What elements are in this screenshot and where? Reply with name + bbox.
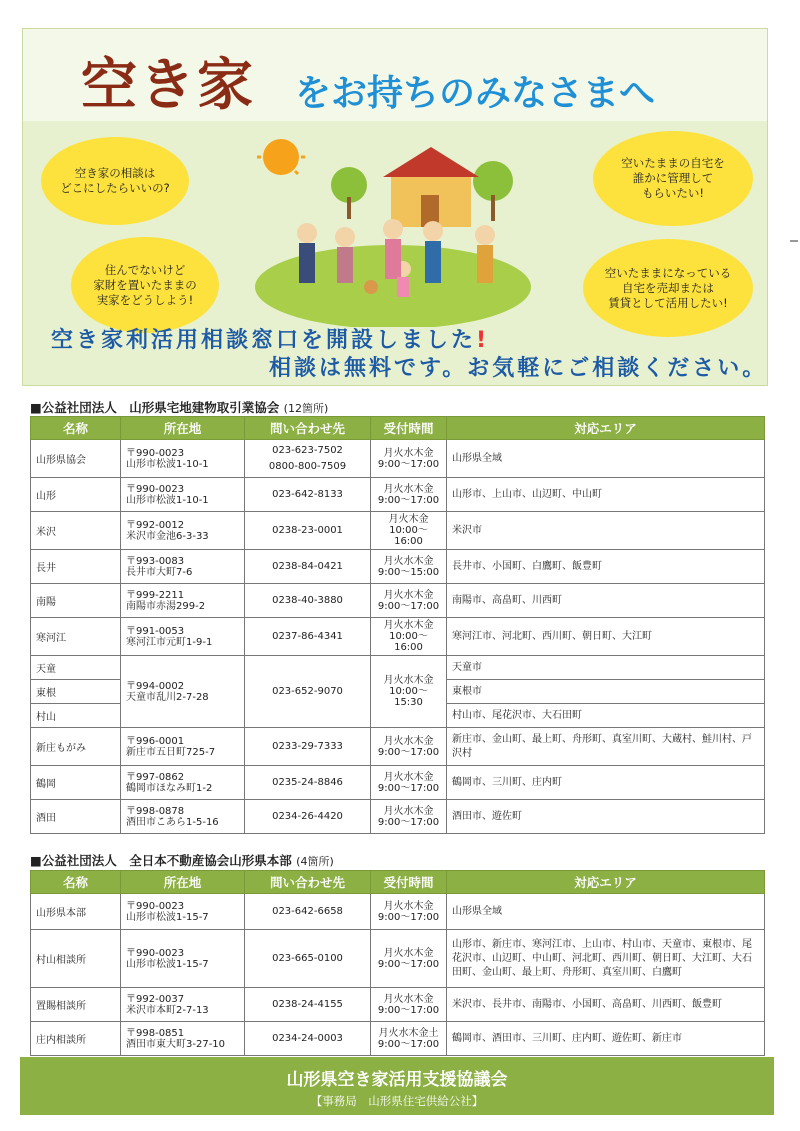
announcement-line-2: 相談は無料です。お気軽にご相談ください。: [269, 356, 768, 381]
office-name: 東根: [31, 680, 121, 704]
office-address: 〒997-0862 鶴岡市ほなみ町1-2: [121, 766, 245, 800]
office-name: 米沢: [31, 512, 121, 550]
title-main: 空き家: [81, 53, 255, 118]
office-name: 山形県本部: [31, 894, 121, 930]
footer-banner: [20, 1057, 774, 1115]
table-row: [31, 1022, 765, 1056]
office-phone: 0238-24-4155: [245, 988, 371, 1022]
office-phone: 0238-40-3880: [245, 584, 371, 618]
office-name: 山形県協会: [31, 440, 121, 478]
section-heading-1: ■公益社団法人 山形県宅地建物取引業協会 (12箇所): [30, 400, 329, 415]
office-address: 〒998-0878 酒田市こあら1-5-16: [121, 800, 245, 834]
table-row: [31, 618, 765, 656]
office-address: 〒992-0012 米沢市金池6-3-33: [121, 512, 245, 550]
office-phone: 0234-24-0003: [245, 1022, 371, 1056]
office-name: 村山: [31, 704, 121, 728]
office-phone: 0238-23-0001: [245, 512, 371, 550]
family-house-illustration: [253, 137, 533, 327]
office-hours: 月火木金 10:00～16:00: [371, 512, 447, 550]
speech-bubble-4: 空いたままになっている 自宅を売却または 賃貸として活用したい!: [583, 239, 753, 337]
office-phone: 0235-24-8846: [245, 766, 371, 800]
service-area: 山形市、上山市、山辺町、中山町: [447, 478, 765, 512]
table-row: [31, 440, 765, 478]
edge-mark: [790, 240, 798, 242]
column-header: 所在地: [121, 871, 245, 894]
table-header-row: [31, 417, 765, 440]
column-header: 問い合わせ先: [245, 417, 371, 440]
office-name: 酒田: [31, 800, 121, 834]
service-area: 新庄市、金山町、最上町、舟形町、真室川町、大蔵村、鮭川村、戸沢村: [447, 728, 765, 766]
table-row: [31, 988, 765, 1022]
office-table-2: [30, 870, 765, 1056]
speech-bubble-1: 空き家の相談は どこにしたらいいの?: [41, 137, 189, 225]
office-name: 長井: [31, 550, 121, 584]
column-header: 名称: [31, 417, 121, 440]
column-header: 対応エリア: [447, 417, 765, 440]
table-row: [31, 512, 765, 550]
table-row: [31, 728, 765, 766]
office-phone: 023-623-7502 0800-800-7509: [245, 440, 371, 478]
office-hours: 月火水木金 9:00～17:00: [371, 440, 447, 478]
office-hours: 月火水木金 9:00～17:00: [371, 800, 447, 834]
office-phone: 0237-86-4341: [245, 618, 371, 656]
office-hours: 月火水木金 9:00～15:00: [371, 550, 447, 584]
service-area: 村山市、尾花沢市、大石田町: [447, 704, 765, 728]
office-name: 村山相談所: [31, 930, 121, 988]
office-phone: 0233-29-7333: [245, 728, 371, 766]
office-phone: 023-642-6658: [245, 894, 371, 930]
service-area: 酒田市、遊佐町: [447, 800, 765, 834]
table-row: [31, 800, 765, 834]
office-phone: 023-652-9070: [245, 656, 371, 728]
section-heading-2: ■公益社団法人 全日本不動産協会山形県本部 (4箇所): [30, 853, 334, 868]
office-hours: 月火水木金 9:00～17:00: [371, 766, 447, 800]
table-row: [31, 930, 765, 988]
office-hours: 月火水木金 9:00～17:00: [371, 728, 447, 766]
office-name: 山形: [31, 478, 121, 512]
office-hours: 月火水木金 9:00～17:00: [371, 894, 447, 930]
office-name: 鶴岡: [31, 766, 121, 800]
office-hours: 月火水木金 10:00～16:00: [371, 618, 447, 656]
office-address: 〒991-0053 寒河江市元町1-9-1: [121, 618, 245, 656]
service-area: 南陽市、高畠町、川西町: [447, 584, 765, 618]
office-name: 天童: [31, 656, 121, 680]
office-hours: 月火水木金 9:00～17:00: [371, 584, 447, 618]
service-area: 長井市、小国町、白鷹町、飯豊町: [447, 550, 765, 584]
office-phone: 023-665-0100: [245, 930, 371, 988]
office-name: 庄内相談所: [31, 1022, 121, 1056]
office-address: 〒990-0023 山形市松波1-10-1: [121, 440, 245, 478]
office-phone: 0238-84-0421: [245, 550, 371, 584]
service-area: 米沢市: [447, 512, 765, 550]
service-area: 天童市: [447, 656, 765, 680]
table-row: [31, 584, 765, 618]
table-row: [31, 894, 765, 930]
title-rest: をお持ちのみなさまへ: [295, 73, 656, 114]
column-header: 所在地: [121, 417, 245, 440]
column-header: 問い合わせ先: [245, 871, 371, 894]
column-header: 受付時間: [371, 871, 447, 894]
sun-icon: [263, 139, 299, 175]
service-area: 山形県全域: [447, 894, 765, 930]
service-area: 山形市、新庄市、寒河江市、上山市、村山市、天童市、東根市、尾花沢市、山辺町、中山町、河北町、西川町、朝日町、大江町、大石田町、金山町、最上町、舟形町、真室川町、白鷹町: [447, 930, 765, 988]
secretariat: 【事務局 山形県住宅供給公社】: [310, 1094, 484, 1108]
office-hours: 月火水木金土 9:00～17:00: [371, 1022, 447, 1056]
office-hours: 月火水木金 10:00～15:30: [371, 656, 447, 728]
office-address: 〒996-0001 新庄市五日町725-7: [121, 728, 245, 766]
office-name: 置賜相談所: [31, 988, 121, 1022]
office-address: 〒990-0023 山形市松波1-10-1: [121, 478, 245, 512]
office-hours: 月火水木金 9:00～17:00: [371, 478, 447, 512]
table-row: [31, 656, 765, 680]
table-header-row: [31, 871, 765, 894]
table-row: [31, 478, 765, 512]
office-address: 〒993-0083 長井市大町7-6: [121, 550, 245, 584]
office-address: 〒999-2211 南陽市赤湯299-2: [121, 584, 245, 618]
office-hours: 月火水木金 9:00～17:00: [371, 930, 447, 988]
service-area: 東根市: [447, 680, 765, 704]
service-area: 米沢市、長井市、南陽市、小国町、高畠町、川西町、飯豊町: [447, 988, 765, 1022]
table-row: [31, 550, 765, 584]
office-address: 〒990-0023 山形市松波1-15-7: [121, 894, 245, 930]
service-area: 鶴岡市、三川町、庄内町: [447, 766, 765, 800]
speech-bubble-2: 空いたままの自宅を 誰かに管理して もらいたい!: [593, 131, 753, 226]
speech-bubble-3: 住んでないけど 家財を置いたままの 実家をどうしよう!: [71, 237, 219, 333]
office-name: 新庄もがみ: [31, 728, 121, 766]
office-address: 〒992-0037 米沢市本町2-7-13: [121, 988, 245, 1022]
office-phone: 023-642-8133: [245, 478, 371, 512]
hero-banner: [22, 28, 768, 386]
column-header: 名称: [31, 871, 121, 894]
office-name: 南陽: [31, 584, 121, 618]
column-header: 対応エリア: [447, 871, 765, 894]
announcement-line-1: 空き家利活用相談窓口を開設しました!: [51, 328, 490, 353]
office-address: 〒994-0002 天童市乱川2-7-28: [121, 656, 245, 728]
office-table-1: [30, 416, 765, 834]
office-hours: 月火水木金 9:00～17:00: [371, 988, 447, 1022]
office-address: 〒990-0023 山形市松波1-15-7: [121, 930, 245, 988]
service-area: 山形県全域: [447, 440, 765, 478]
office-address: 〒998-0851 酒田市東大町3-27-10: [121, 1022, 245, 1056]
column-header: 受付時間: [371, 417, 447, 440]
office-phone: 0234-26-4420: [245, 800, 371, 834]
table-row: [31, 766, 765, 800]
service-area: 鶴岡市、酒田市、三川町、庄内町、遊佐町、新庄市: [447, 1022, 765, 1056]
service-area: 寒河江市、河北町、西川町、朝日町、大江町: [447, 618, 765, 656]
council-name: 山形県空き家活用支援協議会: [286, 1070, 508, 1090]
office-name: 寒河江: [31, 618, 121, 656]
